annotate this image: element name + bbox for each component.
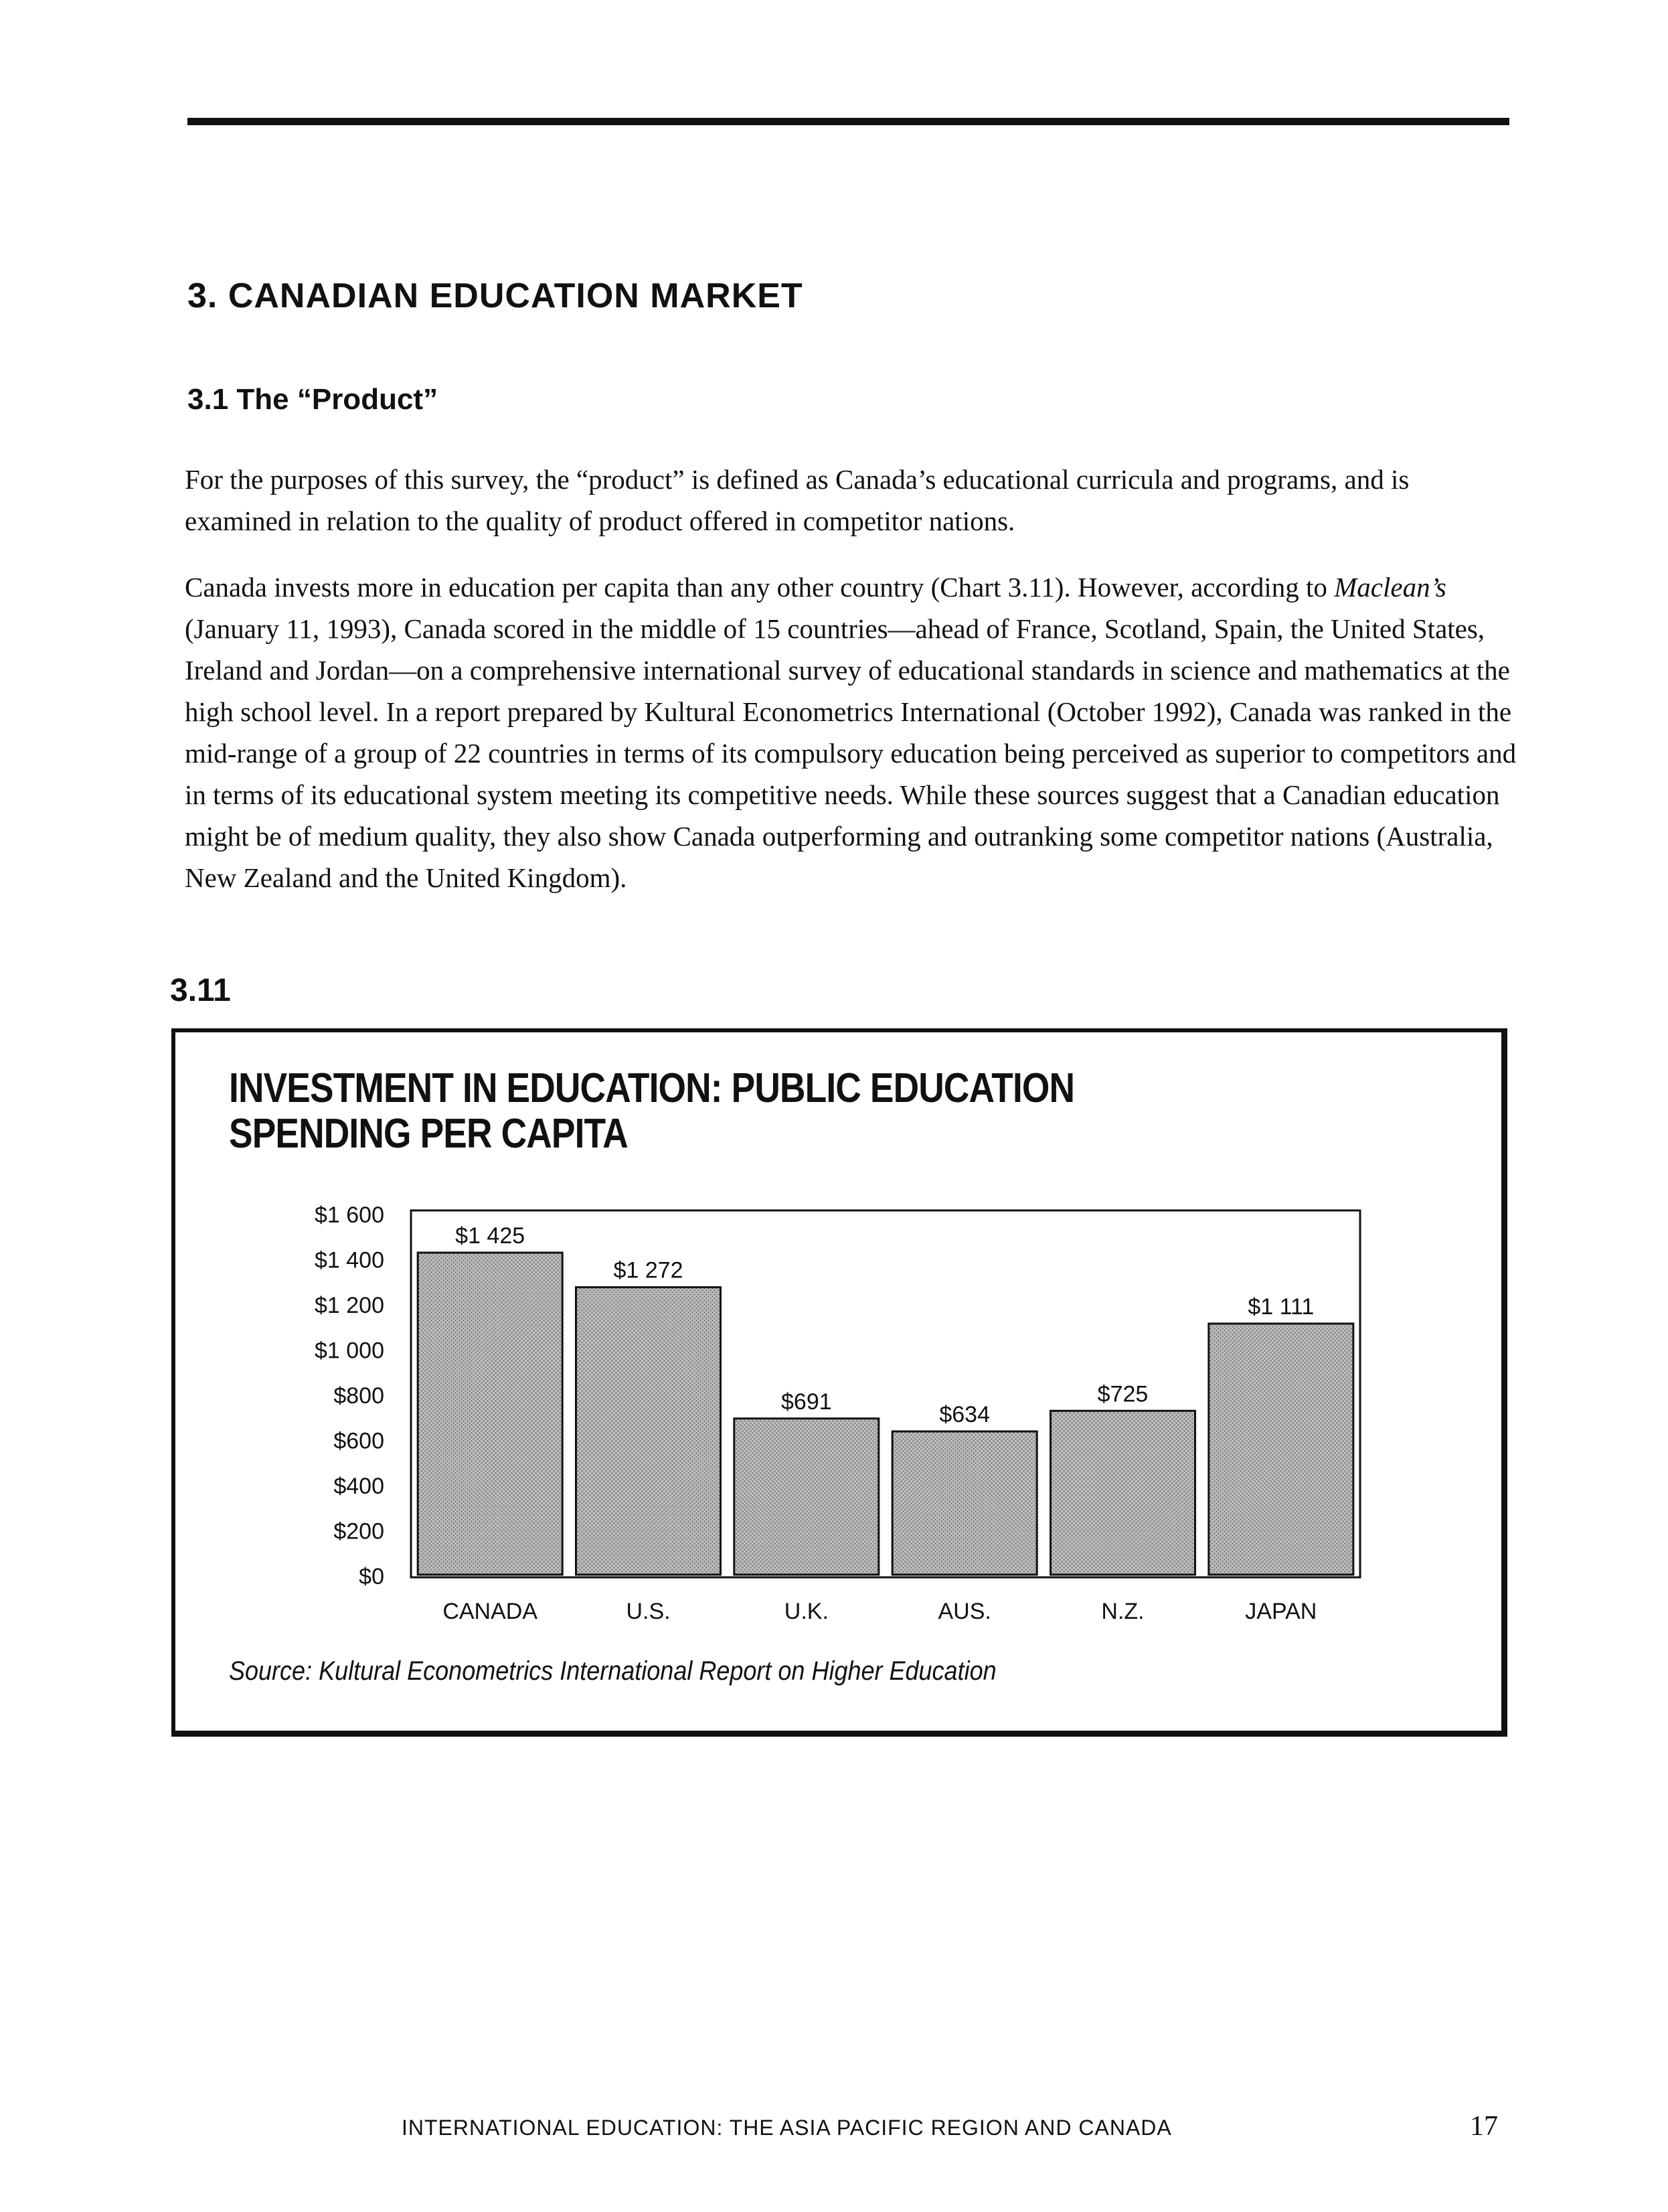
- x-category-label: U.S.: [626, 1599, 671, 1624]
- bar-value-label: $1 111: [1248, 1294, 1315, 1320]
- header-rule: [187, 118, 1509, 125]
- y-tick-label: $1 000: [315, 1338, 384, 1364]
- subsection-title: 3.1 The “Product”: [187, 383, 438, 416]
- x-category-label: U.K.: [784, 1599, 829, 1624]
- y-tick-label: $800: [333, 1383, 384, 1409]
- y-tick-label: $0: [359, 1564, 384, 1589]
- bar-value-label: $725: [1097, 1381, 1149, 1407]
- y-tick-label: $200: [333, 1518, 384, 1545]
- y-tick-label: $400: [333, 1474, 384, 1499]
- running-footer: INTERNATIONAL EDUCATION: THE ASIA PACIFIC REGION AND CANADA: [402, 2116, 1172, 2140]
- x-category-label: AUS.: [938, 1599, 991, 1624]
- bar-chart: [175, 1032, 1511, 1741]
- chart-title: INVESTMENT IN EDUCATION: PUBLIC EDUCATION SPENDING PER CAPITA: [229, 1065, 1075, 1157]
- bar-value-label: $1 272: [613, 1257, 683, 1283]
- paragraph-investment-publication: Maclean’s: [1334, 572, 1446, 603]
- bar: [892, 1431, 1037, 1575]
- bar-value-label: $634: [939, 1402, 990, 1428]
- x-category-label: CANADA: [442, 1599, 538, 1624]
- page-number: 17: [1470, 2111, 1498, 2142]
- x-category-label: N.Z.: [1101, 1599, 1145, 1624]
- bar: [576, 1287, 721, 1575]
- bar: [1209, 1324, 1353, 1575]
- y-tick-label: $1 600: [315, 1202, 384, 1228]
- chart-number: 3.11: [170, 973, 231, 1008]
- bar: [418, 1253, 562, 1575]
- paragraph-investment: [185, 566, 1517, 898]
- chart-frame: [171, 1028, 1507, 1737]
- bar: [1051, 1411, 1195, 1575]
- y-tick-label: $1 200: [315, 1293, 384, 1318]
- paragraph-investment-part2: (January 11, 1993), Canada scored in the middle of 15 countries—ahead of France, Scotland, Spain, the United States, Ireland and Jordan—on a comprehensive international survey of educational standards in science and mathematics at the high school level. In a report prepared by Kultural Econometrics International (October 1992), Canada was ranked in the mid-range of a group of 22 countries in terms of its compulsory education being perceived as superior to competitors and in terms of its educational system meeting its competitive needs. While these sources suggest that a Canadian education might be of medium quality, they also show Canada outperforming and outranking some competitor nations (Australia, New Zealand and the United Kingdom).: [185, 613, 1517, 893]
- bar-value-label: $691: [781, 1389, 832, 1415]
- x-category-label: JAPAN: [1245, 1599, 1317, 1624]
- bar: [734, 1419, 879, 1575]
- chart-source: Source: Kultural Econometrics International Report on Higher Education: [229, 1656, 997, 1686]
- y-tick-label: $600: [333, 1428, 384, 1454]
- bar-value-label: $1 425: [455, 1223, 525, 1249]
- paragraph-investment-part1: Canada invests more in education per capita than any other country (Chart 3.11). However, according to: [185, 572, 1335, 603]
- paragraph-product-definition: For the purposes of this survey, the “product” is defined as Canada’s educational curricula and programs, and is examined in relation to the quality of product offered in competitor nations.: [185, 464, 1410, 536]
- section-title: 3. CANADIAN EDUCATION MARKET: [187, 276, 803, 315]
- y-tick-label: $1 400: [315, 1247, 384, 1273]
